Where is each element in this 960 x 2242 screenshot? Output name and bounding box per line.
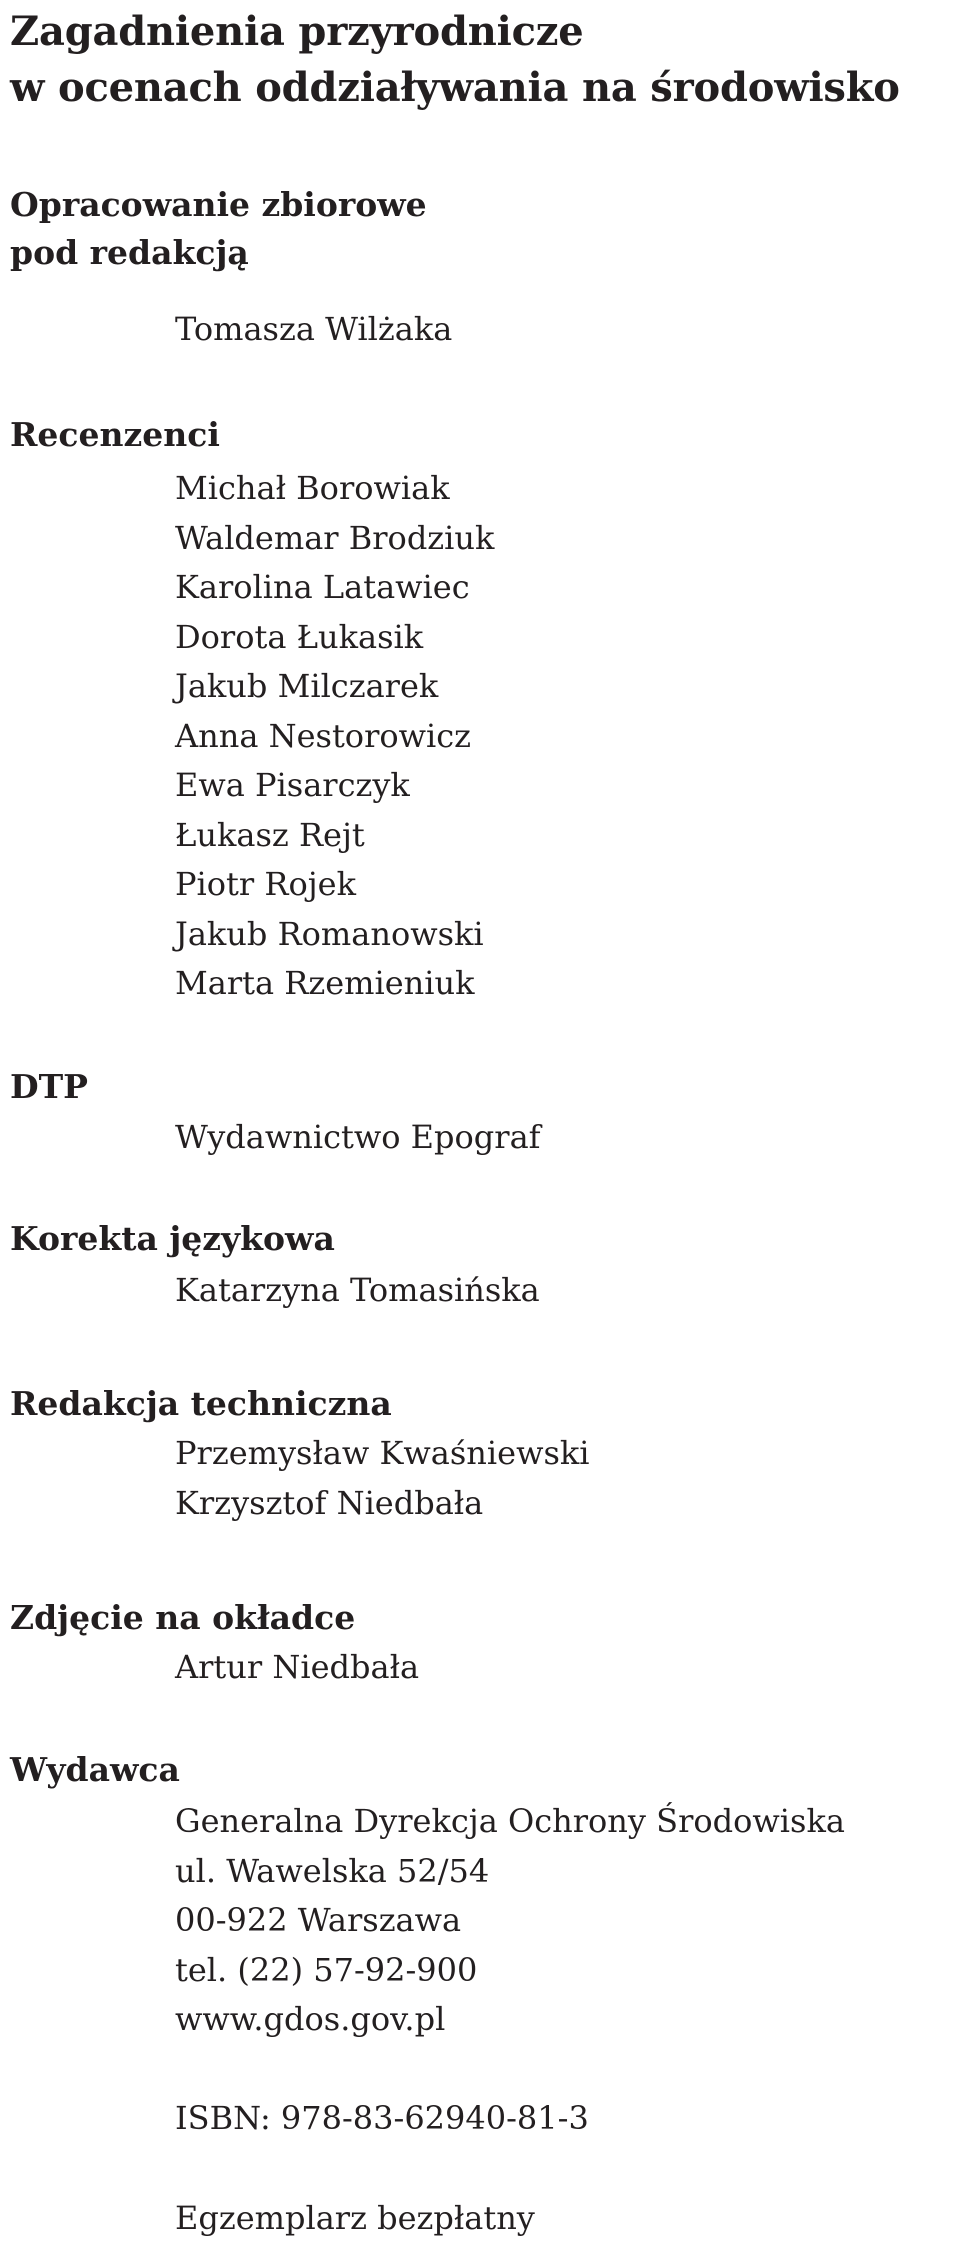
publisher-street: ul. Wawelska 52/54 (175, 1851, 490, 1890)
technical-editing-heading: Redakcja techniczna (10, 1384, 392, 1423)
cover-photo-heading: Zdjęcie na okładce (10, 1598, 356, 1637)
editor-name: Tomasza Wilżaka (175, 310, 453, 348)
technical-editing-list (175, 1429, 590, 1528)
reviewers-heading: Recenzenci (10, 415, 220, 454)
reviewer-name: Marta Rzemieniuk (175, 964, 475, 1002)
reviewer-name: Piotr Rojek (175, 865, 356, 903)
reviewer-name: Michał Borowiak (175, 469, 450, 507)
reviewers-list (175, 464, 494, 1009)
publisher-details (175, 1797, 845, 2045)
cover-photo-author: Artur Niedbała (175, 1648, 420, 1686)
editorship-heading (10, 181, 427, 277)
reviewer-name: Waldemar Brodziuk (175, 518, 495, 557)
book-title-line-2: w ocenach oddziaływania na środowisko (10, 64, 900, 111)
proofreading-heading: Korekta językowa (10, 1219, 335, 1258)
book-title (10, 4, 955, 116)
reviewer-name: Anna Nestorowicz (175, 716, 472, 755)
isbn: ISBN: 978-83-62940-81-3 (175, 2099, 589, 2137)
book-title-line-1: Zagadnienia przyrodnicze (10, 8, 584, 55)
reviewer-name: Karolina Latawiec (175, 568, 470, 606)
reviewer-name: Łukasz Rejt (175, 815, 365, 854)
editorship-label-line-2: pod redakcją (10, 233, 249, 272)
dtp-heading: DTP (10, 1067, 88, 1106)
editorship-label-line-1: Opracowanie zbiorowe (10, 185, 427, 224)
technical-editor-name: Przemysław Kwaśniewski (175, 1434, 590, 1472)
reviewer-name: Ewa Pisarczyk (175, 766, 410, 804)
reviewer-name: Jakub Romanowski (175, 914, 484, 953)
reviewer-name: Jakub Milczarek (175, 667, 439, 705)
free-copy-note: Egzemplarz bezpłatny (175, 2199, 535, 2237)
publisher-phone: tel. (22) 57-92-900 (175, 1950, 478, 1989)
reviewer-name: Dorota Łukasik (175, 617, 424, 656)
dtp-value: Wydawnictwo Epograf (175, 1118, 541, 1156)
proofreading-value: Katarzyna Tomasińska (175, 1271, 540, 1309)
technical-editor-name: Krzysztof Niedbała (175, 1483, 484, 1522)
publisher-website: www.gdos.gov.pl (175, 2000, 446, 2038)
publisher-name: Generalna Dyrekcja Ochrony Środowiska (175, 1802, 845, 1840)
publisher-city: 00-922 Warszawa (175, 1901, 462, 1939)
publisher-heading: Wydawca (10, 1750, 180, 1789)
